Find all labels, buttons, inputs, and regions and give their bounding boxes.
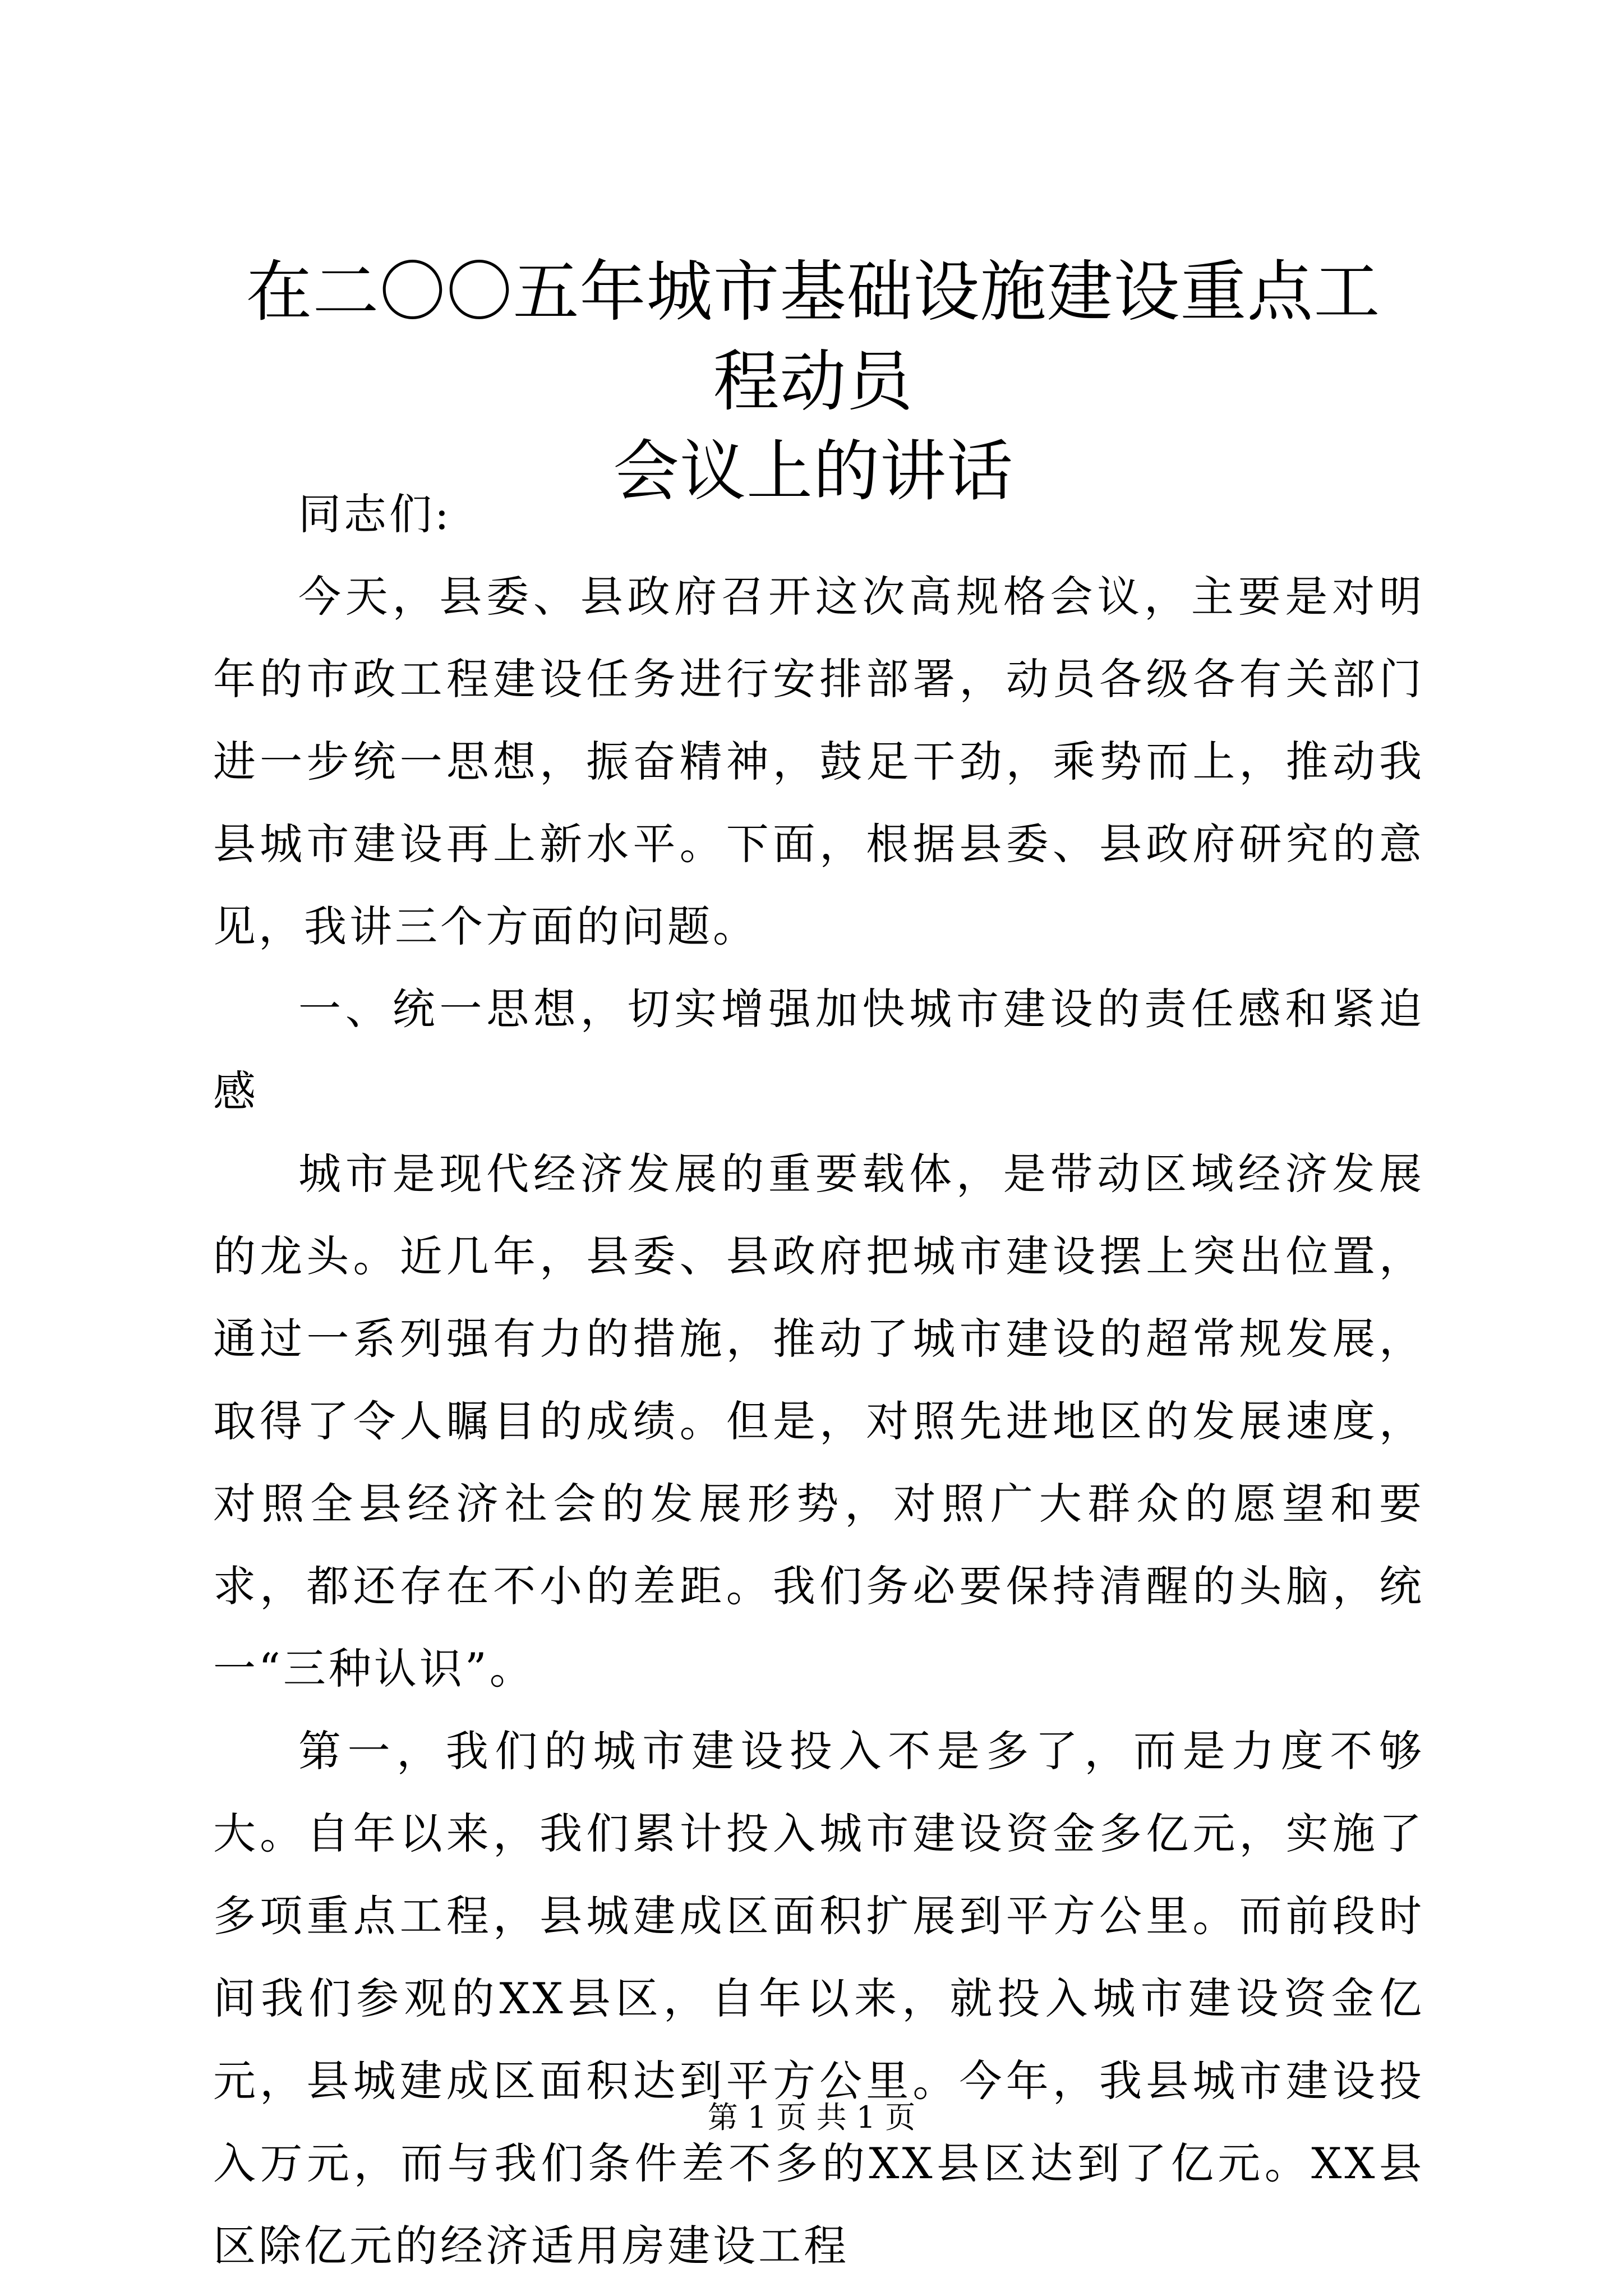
page-footer: 第 1 页 共 1 页 [707,2100,916,2135]
document-body [213,473,1424,2287]
paragraph: 城市是现代经济发展的重要载体，是带动区域经济发展的龙头。近几年，县委、县政府把城市建设摆上突出位置，通过一系列强有力的措施，推动了城市建设的超常规发展，取得了令人瞩目的成绩。但是，对照先进地区的发展速度，对照全县经济社会的发展形势，对照广大群众的愿望和要求，都还存在不小的差距。我们务必要保持清醒的头脑，统一“三种认识”。 [213,1149,1424,1694]
salutation: 同志们: [298,489,452,539]
paragraph: 今天，县委、县政府召开这次高规格会议，主要是对明年的市政工程建设任务进行安排部署，动员各级各有关部门进一步统一思想，振奋精神，鼓足干劲，乘势而上，推动我县城市建设再上新水平。下面，根据县委、县政府研究的意见，我讲三个方面的问题。 [213,572,1424,951]
title-line-1: 在二〇〇五年城市基础设施建设重点工程动员 [246,253,1381,420]
section-heading: 一、统一思想，切实增强加快城市建设的责任感和紧迫感 [213,984,1424,1116]
title-line-2: 会议上的讲话 [612,432,1013,510]
paragraph: 第一，我们的城市建设投入不是多了，而是力度不够大。自年以来，我们累计投入城市建设资金多亿元，实施了多项重点工程，县城建成区面积扩展到平方公里。而前段时间我们参观的XX县区，自年以来，就投入城市建设资金亿元，县城建成区面积达到平方公里。今年，我县城市建设投入万元，而与我们条件差不多的XX县区达到了亿元。XX县区除亿元的经济适用房建设工程 [213,1726,1424,2271]
